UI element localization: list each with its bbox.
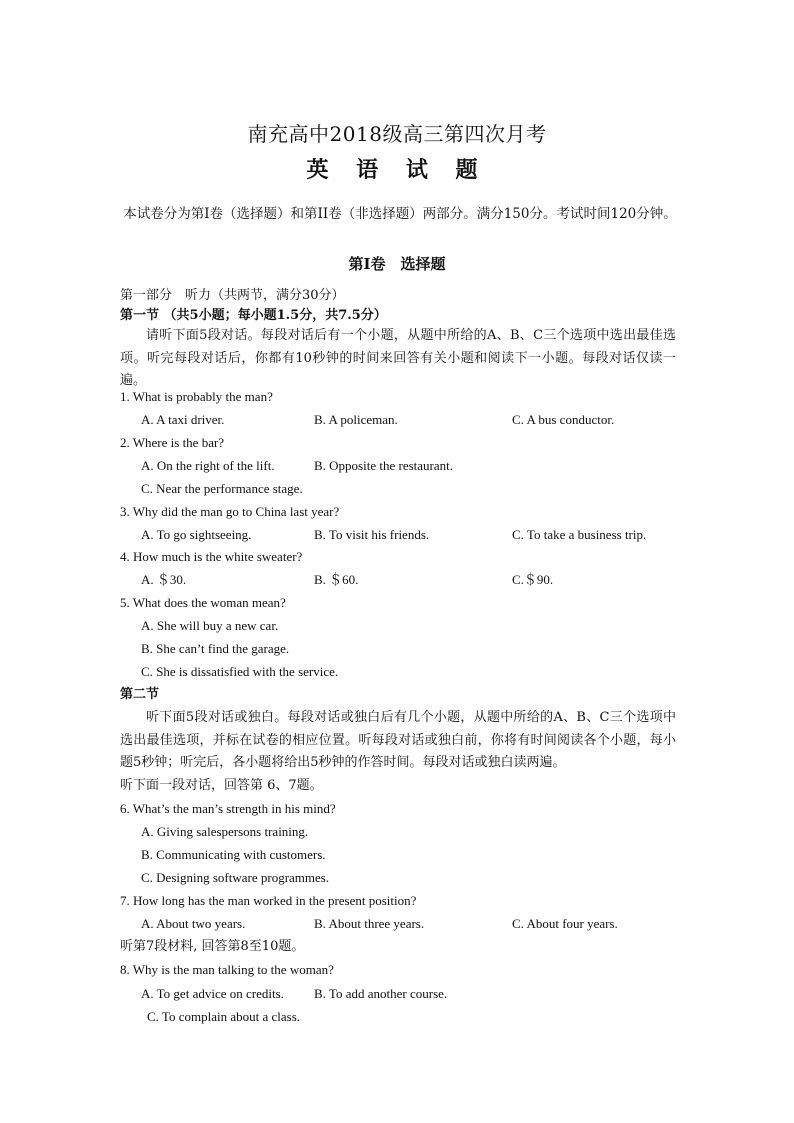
question-2: 2. Where is the bar? [120, 435, 225, 450]
section2-heading: 第二节 [120, 687, 160, 702]
question-5: 5. What does the woman mean? [120, 595, 286, 610]
q6-option-a: A. Giving salespersons training. [141, 824, 309, 839]
section2-lead-1: 听下面一段对话，回答第 6、7题。 [120, 778, 323, 793]
q7-option-b: B. About three years. [314, 916, 425, 931]
q7-option-c: C. About four years. [512, 916, 618, 931]
subject-title: 英 语 试 题 [306, 157, 488, 183]
q8-option-b: B. To add another course. [314, 986, 448, 1001]
q1-option-b: B. A policeman. [314, 412, 398, 427]
q7-option-a: A. About two years. [141, 916, 246, 931]
q6-option-c: C. Designing software programmes. [141, 870, 330, 885]
q8-option-a: A. To get advice on credits. [141, 986, 284, 1001]
volume-heading: 第I卷 选择题 [348, 255, 446, 273]
question-4: 4. How much is the white sweater? [120, 549, 303, 564]
q2-option-c: C. Near the performance stage. [141, 481, 303, 496]
section1-instructions: 请听下面5段对话。每段对话后有一个小题，从题中所给的A、B、C三个选项中选出最佳选项。听完每段对话后，你都有10秒钟的时间来回答有关小题和阅读下一小题。每段对话仅读一遍。 [120, 328, 676, 388]
q1-option-a: A. A taxi driver. [141, 412, 225, 427]
q4-option-c: C.＄90. [512, 572, 554, 587]
question-1: 1. What is probably the man? [120, 389, 273, 404]
q4-option-b: B. ＄60. [314, 572, 359, 587]
question-6: 6. What’s the man’s strength in his mind? [120, 801, 336, 816]
exam-title: 南充高中2018级高三第四次月考 [247, 122, 547, 146]
question-3: 3. Why did the man go to China last year? [120, 504, 340, 519]
part-heading: 第一部分 听力（共两节，满分30分） [120, 288, 345, 303]
q3-option-a: A. To go sightseeing. [141, 527, 252, 542]
section1-heading: 第一节 （共5小题；每小题1.5分，共7.5分） [120, 308, 387, 323]
q8-option-c: C. To complain about a class. [147, 1009, 301, 1024]
q3-option-b: B. To visit his friends. [314, 527, 430, 542]
question-8: 8. Why is the man talking to the woman? [120, 962, 334, 977]
q2-option-a: A. On the right of the lift. [141, 458, 275, 473]
section2-instructions: 听下面5段对话或独白。每段对话或独白后有几个小题，从题中所给的A、B、C三个选项中选出最佳选项，并标在试卷的相应位置。听每段对话或独白前，你将有时间阅读各个小题，每小题5秒钟；听完后，各小题将给出5秒钟的作答时间。每段对话或独白读两遍。 [120, 710, 676, 770]
q4-option-a: A. ＄30. [141, 572, 187, 587]
exam-intro: 本试卷分为第I卷（选择题）和第II卷（非选择题）两部分。满分150分。考试时间120分钟。 [123, 206, 677, 222]
q5-option-c: C. She is dissatisfied with the service. [141, 664, 339, 679]
q3-option-c: C. To take a business trip. [512, 527, 647, 542]
section2-lead-2: 听第7段材料, 回答第8至10题。 [120, 939, 305, 954]
q5-option-a: A. She will buy a new car. [141, 618, 279, 633]
q6-option-b: B. Communicating with customers. [141, 847, 326, 862]
q5-option-b: B. She can’t find the garage. [141, 641, 290, 656]
question-7: 7. How long has the man worked in the present position? [120, 893, 417, 908]
q1-option-c: C. A bus conductor. [512, 412, 615, 427]
q2-option-b: B. Opposite the restaurant. [314, 458, 453, 473]
